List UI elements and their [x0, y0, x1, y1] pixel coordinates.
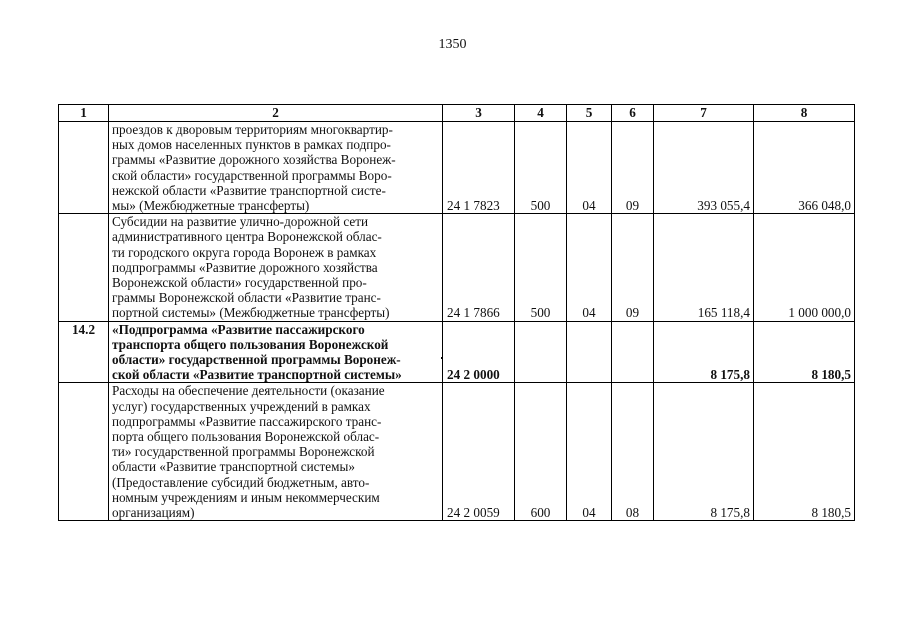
description-line: проездов к дворовым территориям многоквартир- [112, 122, 393, 137]
description-line: ти городского округа города Воронеж в рамках [112, 244, 377, 260]
amount-year2-cell: 8 180,5 [754, 321, 855, 383]
section-cell: 04 [567, 214, 612, 321]
amount-year2-cell: 366 048,0 [754, 122, 855, 214]
expense-type-cell: 500 [515, 214, 567, 321]
description-line: граммы Воронежской области «Развитие транс- [112, 290, 381, 306]
table-header-row [59, 105, 855, 122]
column-header: 3 [443, 105, 515, 122]
description-line: граммы «Развитие дорожного хозяйства Воронеж- [112, 152, 396, 168]
table-row [59, 321, 855, 383]
section-cell [567, 321, 612, 383]
page-number: 1350 [438, 37, 467, 52]
target-article-code-cell: 24 1 7823 [443, 122, 515, 214]
description-line: номным учреждениям и иным некоммерческим [112, 489, 380, 505]
table-row [59, 214, 855, 321]
column-header: 7 [654, 105, 754, 122]
target-article-code-cell: 24 1 7866 [443, 214, 515, 321]
column-header: 5 [567, 105, 612, 122]
description-line: подпрограммы «Развитие дорожного хозяйства [112, 259, 378, 275]
row-number-cell [59, 214, 109, 321]
column-header: 1 [59, 105, 109, 122]
description-cell [109, 214, 443, 321]
column-header: 2 [109, 105, 443, 122]
expense-type-cell: 500 [515, 122, 567, 214]
description-cell [109, 383, 443, 521]
target-article-code-cell: 24 2 0059 [443, 383, 515, 521]
section-cell: 04 [567, 122, 612, 214]
target-article-code-cell: 24 2 0000 [443, 321, 515, 383]
table-row [59, 122, 855, 214]
description-line: области «Развитие транспортной системы» [112, 459, 355, 475]
budget-table [58, 104, 855, 521]
description-line: подпрограммы «Развитие пассажирского транс- [112, 413, 382, 429]
description-line: портной системы» (Межбюджетные трансферты) [112, 305, 390, 321]
description-line: (Предоставление субсидий бюджетным, авто- [112, 474, 370, 490]
expense-type-cell: 600 [515, 383, 567, 521]
amount-year1-cell: 165 118,4 [654, 214, 754, 321]
subsection-cell: 08 [612, 383, 654, 521]
amount-year1-cell: 8 175,8 [654, 383, 754, 521]
subsection-cell: 09 [612, 214, 654, 321]
description-line: Расходы на обеспечение деятельности (оказание [112, 383, 385, 399]
description-line: организациям) [112, 505, 195, 521]
row-number-cell [59, 122, 109, 214]
column-header: 8 [754, 105, 855, 122]
section-cell: 04 [567, 383, 612, 521]
table-row [59, 383, 855, 521]
description-cell [109, 321, 443, 383]
description-line: Субсидии на развитие улично-дорожной сети [112, 214, 369, 230]
expense-type-cell [515, 321, 567, 383]
stray-dot-mark [441, 357, 443, 359]
amount-year2-cell: 1 000 000,0 [754, 214, 855, 321]
row-number-cell [59, 383, 109, 521]
description-cell [109, 122, 443, 214]
description-line: Воронежской области» государственной про- [112, 275, 367, 291]
description-line: административного центра Воронежской облас- [112, 229, 382, 245]
description-line: ти» государственной программы Воронежской [112, 444, 375, 460]
description-line: области» государственной программы Воронеж- [112, 352, 401, 368]
column-header: 4 [515, 105, 567, 122]
description-line: ской области» государственной программы Воро- [112, 167, 392, 183]
description-line: «Подпрограмма «Развитие пассажирского [112, 321, 365, 337]
row-number-cell: 14.2 [59, 321, 109, 383]
description-line: транспорта общего пользования Воронежской [112, 336, 389, 352]
description-line: порта общего пользования Воронежской облас- [112, 429, 380, 445]
description-line: ных домов населенных пунктов в рамках подпро- [112, 137, 391, 153]
column-header: 6 [612, 105, 654, 122]
description-line: нежской области «Развитие транспортной систе- [112, 182, 386, 198]
amount-year1-cell: 8 175,8 [654, 321, 754, 383]
description-line: мы» (Межбюджетные трансферты) [112, 198, 310, 214]
description-line: услуг) государственных учреждений в рамках [112, 398, 371, 414]
amount-year2-cell: 8 180,5 [754, 383, 855, 521]
subsection-cell [612, 321, 654, 383]
description-line: ской области «Развитие транспортной системы» [112, 367, 402, 383]
subsection-cell: 09 [612, 122, 654, 214]
amount-year1-cell: 393 055,4 [654, 122, 754, 214]
